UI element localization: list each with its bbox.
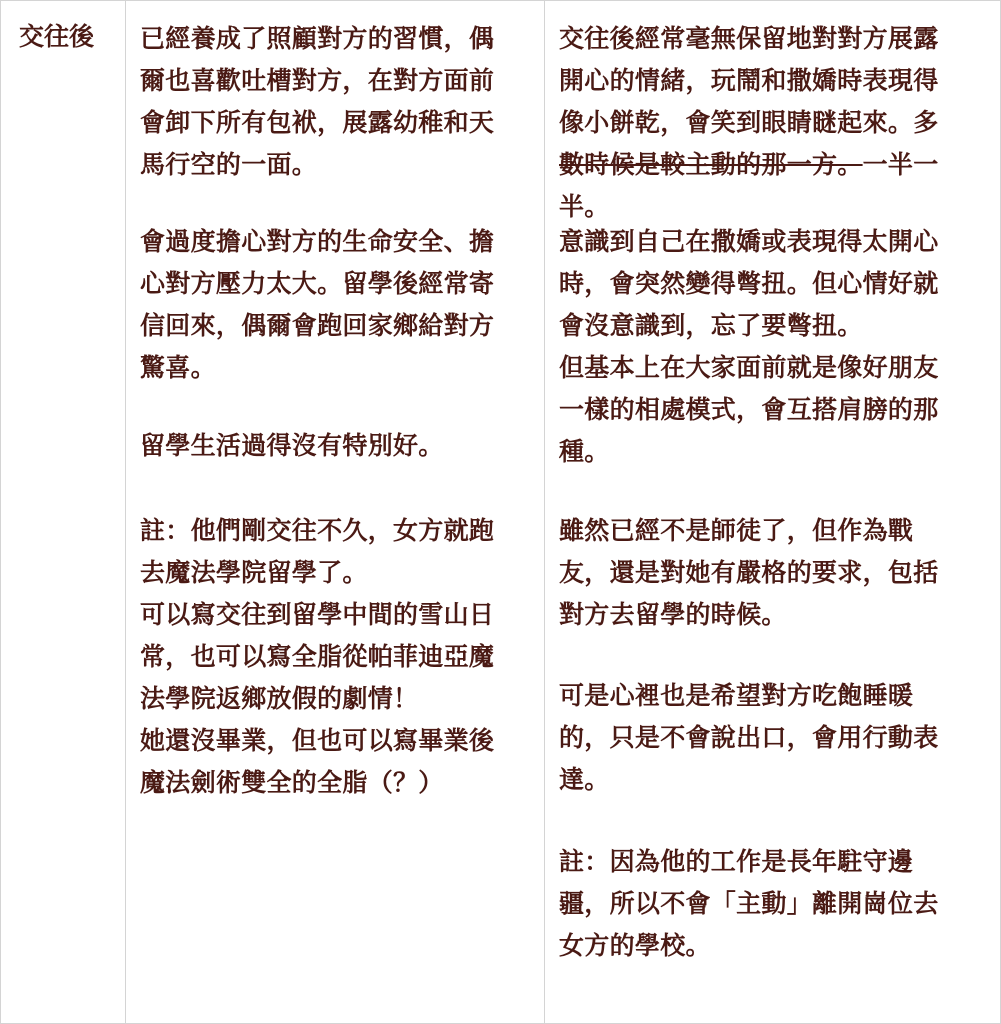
row-label-cell [1,1,126,1023]
text-line: 意識到自己在撒嬌或表現得太開心 [559,227,939,256]
text-line: 達。 [559,765,610,794]
text-line: 種。 [559,437,610,466]
text-line-with-strike [559,144,939,186]
text-line: 但基本上在大家面前就是像好朋友 [559,353,939,382]
replacement-text: 一半一 [862,150,939,179]
paragraph-comrades [559,510,939,636]
paragraph-note-b [559,841,939,967]
text-line: 已經養成了照顧對方的習慣，偶 [140,24,495,53]
text-line: 會沒意識到，忘了要彆扭。 [559,311,863,340]
text-line: 她還沒畢業，但也可以寫畢業後 [140,726,495,755]
text-line: 信回來，偶爾會跑回家鄉給對方 [140,311,495,340]
text-line: 女方的學校。 [559,931,711,960]
description-cell-b [545,1,1000,1023]
text-line: 魔法劍術雙全的全脂（？） [140,768,444,797]
text-line: 一樣的相處模式，會互搭肩膀的那 [559,395,939,424]
text-line: 驚喜。 [140,353,216,382]
text-line: 雖然已經不是師徒了，但作為戰 [559,516,914,545]
text-line: 註：他們剛交往不久，女方就跑 [140,516,495,545]
struck-text: 數時候是較主動的那一方。 [559,150,863,179]
text-line: 可是心裡也是希望對方吃飽睡暖 [559,681,914,710]
text-line: 常，也可以寫全脂從帕菲迪亞魔 [140,642,495,671]
paragraph-awkward [559,221,939,473]
text-line: 心對方壓力太大。留學後經常寄 [140,269,495,298]
text-line: 馬行空的一面。 [140,150,318,179]
row-label: 交往後 [19,22,95,51]
text-line: 友，還是對她有嚴格的要求，包括 [559,558,939,587]
text-line: 開心的情緒，玩鬧和撒嬌時表現得 [559,66,939,95]
text-line: 註：因為他的工作是長年駐守邊 [559,847,914,876]
text-line: 的，只是不會說出口，會用行動表 [559,723,939,752]
text-line: 像小餅乾，會笑到眼睛瞇起來。多 [559,108,939,137]
text-line: 半。 [559,192,610,221]
text-line: 對方去留學的時候。 [559,600,787,629]
paragraph-worries [140,221,494,389]
text-line: 會過度擔心對方的生命安全、擔 [140,227,495,256]
text-line: 爾也喜歡吐槽對方，在對方面前 [140,66,495,95]
text-line: 留學生活過得沒有特別好。 [140,431,444,460]
text-line: 法學院返鄉放假的劇情！ [140,684,419,713]
paragraph-habits [140,18,494,186]
text-line: 會卸下所有包袱，展露幼稚和天 [140,108,495,137]
paragraph-study-life [140,425,444,467]
text-line: 疆，所以不會「主動」離開崗位去 [559,889,939,918]
paragraph-emotions [559,18,939,228]
text-line: 時，會突然變得彆扭。但心情好就 [559,269,939,298]
text-line: 去魔法學院留學了。 [140,558,368,587]
description-cell-a [126,1,545,1023]
text-line: 交往後經常毫無保留地對對方展露 [559,24,939,53]
paragraph-note-a [140,510,494,804]
text-line: 可以寫交往到留學中間的雪山日 [140,600,495,629]
paragraph-care [559,675,939,801]
